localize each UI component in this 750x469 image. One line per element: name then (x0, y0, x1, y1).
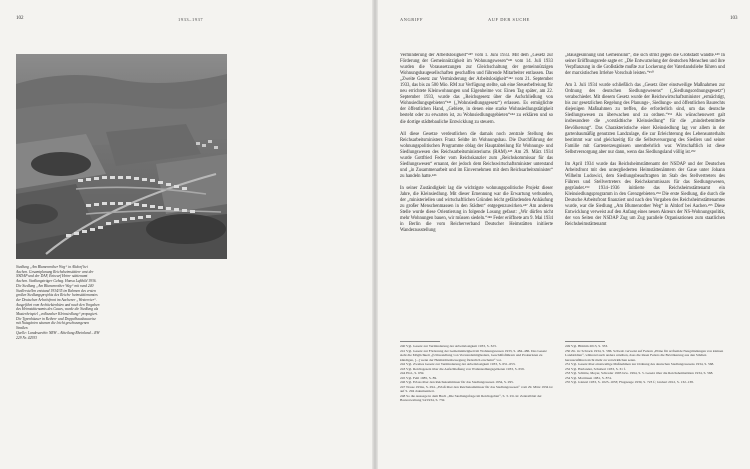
footnote: 250 Zit. in: Schrack 1934, S. 586. Schwab verweist auf Federn „Pläne für artfremde Neugründungen von kleinen Landstädten“, während auch andere urteilten, dass die Ideen Feders die Bevölkerung aus den Städten herauszuführen nicht mehr zu verwirklichen seien. (565, 348, 724, 362)
footnote: 245 Vgl. Fehl 1985, S. 89. (400, 375, 437, 380)
footnote: 249 Vgl. Blümm 2013, S. 333. (565, 344, 609, 348)
footnote: 244 Ebd., S. 659. (400, 371, 425, 375)
footnote: 248 So die Aussage in dem Buch „Die Siedlungsfrage im Reichsgebiet“, S. 3. Zit. in: Zentralblatt der Bauverwaltung 54/1934, S. 732. (400, 393, 542, 402)
aerial-photo (16, 54, 227, 259)
photo-caption (16, 265, 100, 340)
footnote: 242 Vgl. Zweites Gesetz zur Verminderung der Arbeitslosigkeit 1933, S. 651–653. (400, 362, 516, 366)
paragraph: Verminderung der Arbeitslosigkeit“²⁴⁰ vom 1. Juni 1933. Mit dem „Gesetz zur Förderung der Gemeinnützigkeit im Wohnungswesen“²⁴¹ vom 14. Juli 1933 wurden die Voraussetzungen zur Gleichschaltung der gemeinnützigen Wohnungsbaugesellschaften geschaffen und führende Mitarbeiter entlassen. Das „Zweite Gesetz zur Verminderung der Arbeitslosigkeit“²⁴² vom 21. September 1933, das bis zu 500 Mio. RM zur Verfügung stellte, sah eine Steuerbefreiung für neu errichtete Kleinwohnungen und Eigenheime vor. Einen Tag später, am 22. September 1933, wurde das „Reichsgesetz über die Aufschließung von Wohnsiedlungsgebieten“²⁴³ („Wohnsiedlungsgesetz“) erlassen. Es ermöglichte der öffentlichen Hand, „Gebiete, in denen eine starke Wohnsiedlungstätigkeit besteht oder zu erwarten ist, zu Wohnsiedlungsgebieten“²⁴⁴ zu erklären und so die dortige städtebauliche Entwicklung zu steuern. (400, 53, 553, 125)
left-running-head: 1933–1937 (178, 17, 204, 22)
right-running-head-right: AUF DER SUCHE (488, 17, 530, 22)
footnote: 253 Vgl. Schütte, Meyer, Schrader 1993 bzw. 1994, S. 5. Gesetz über die Reichsheimstätten 1934, S. 568. (565, 371, 714, 375)
footnote: 247 Nosse 1934a, S. 294. „Erlaß über den Reichskommissar für das Siedlungswesen“ vom 29. März 1934 ist auf S. 294 dokumentiert. (400, 384, 553, 393)
caption-title: Siedlung „Am Blumenrother Weg“ in Altdorf bei Aachen. Gesamtplanung Reichsheimstätten- amt der NSDAP und der DAF, Entwurf Heim- stättenamt Aachen. Siedlungsträger Gebag. Hansa Luftbild 1936. (16, 265, 97, 284)
left-page-number: 102 (16, 16, 24, 21)
footnote: 240 Vgl. Gesetz zur Verminderung der Arbeitslosigkeit 1933, S. 323. (400, 344, 497, 348)
caption-body: Die Siedlung „Am Blumenrother Weg“ mit rund 240 Siedlerstellen entstand 1934/35 im Rahmen des ersten großen Siedlungsprojekts des Reichs- heimstättenamtes der Deutschen Arbeitsfront im Aachener „Westrevier“. Ausgeführt vom Architektenbüro und nach den Vorgaben des Heimstättenamts des Gaues, wurde die Siedlung als Musterbeispiel „volksnaher Kleinsiedlung“ propagiert. Die Typenhäuser in Reihen- und Doppelhausbauweise mit Nutzgärten säumen die leicht geschwungenen Straßen. (16, 283, 100, 331)
footnote: 255 Vgl. Glatzel 1933, S. 1025–1033; Flugzeuge 1939, S. 723 f.; Gisbert 2012, S. 132–138. (565, 380, 694, 384)
right-page (375, 0, 750, 469)
text-column-1 (400, 53, 553, 338)
footnote: 254 Vgl. Martinsen 1981, S. 874. (565, 375, 612, 380)
right-running-head-left: ANGRIFF (400, 17, 423, 22)
caption-source: Quelle: Landesarchiv NRW – Abteilung Rheinland – RW 229 Nr. 42933 (16, 330, 100, 340)
footnote-rule (565, 341, 605, 342)
footnotes-column-1 (400, 344, 553, 449)
footnote: 251 Vgl. Gesetz über einstweilige Maßnahmen zur Ordnung des deutschen Siedlungswesens 1934, S. 568. (565, 362, 715, 366)
paragraph: Im April 1934 wurde das Reichsheimstättenamt der NSDAP und der Deutschen Arbeitsfront mit den untergliederten Heimstättenämtern der Gaue unter Johann Wilhelm Ludowici, dem Siedlungsbeauftragten im Stab des Stellvertreters des Führers und Stellvertreters des Reichskommissars für das Siedlungswesen, gegründet.²⁵³ 1934–1936 initiierte das Reichsheimstättenamt ein Kleinsiedlungsprogramm in den Grenzgebieten.²⁵⁴ Die erste Siedlung, die durch die Deutsche Arbeitsfront finanziert und nach den Vorgaben des Reichsheimstättenamtes wurde, war die Siedlung „Am Blumenrother Weg“ in Altdorf bei Aachen.²⁵⁵ Diese Entwicklung verweist auf den Anfang eines neuen Akteurs der NS-Wohnungspolitik, der von Seiten der NSDAP Zug um Zug parallele Organisationen zum staatlichen Reichsheimstättenamt (565, 161, 725, 228)
paragraph: All diese Gesetze verdeutlichen die damals noch zentrale Stellung des Reichsarbeitsministers Franz Seldte im Wohnungsbau. Die Durchführung der wohnungspolitischen Programme oblag der Hauptabteilung für Wohnungs- und Siedlungswesen des Reichsarbeitsministeriums (RAM).²⁴⁵ Am 29. März 1934 wurde Gottfried Feder vom Reichskanzler zum „Reichskommissar für das Siedlungswesen“ ernannt, der jedoch dem Reichswirtschaftsminister unterstand und „in Zusammenarbeit und im Einvernehmen mit dem Reichsarbeitsminister“ zu handeln hatte.²⁴⁶ (400, 131, 553, 179)
paragraph: Am 3. Juli 1934 wurde schließlich das „Gesetz über einstweilige Maßnahmen zur Ordnung des deutschen Siedlungswesens“ („Siedlungsordnungsgesetz“) verabschiedet. Mit diesem Gesetz wurde der Reichswirtschaftsminister „ermächtigt, bis zur gesetzlichen Regelung des Planungs-, Siedlungs- und öffentlichen Baurechts diejenigen Maßnahmen zu treffen, die erforderlich sind, um das deutsche Siedlungswesen zu überwachen und zu ordnen.“²⁵¹ Als wünschenswert galt insbesondere die „vorstädtische Kleinsiedlung“ für die „minderbemittelte Bevölkerung“. Das Charakteristische einer Kleinsiedlung lag vor allem in der gartenbaumäßig genutzten Landzulage, die zur Erleichterung des Lebensunterhalts bestimmt war und gleichzeitig für die Selbstversorgung des Siedlers und seiner Familie mit Gartenerzeugnissen unentbehrlich war. Wirtschaftlich ist diese Selbstversorgung aber nur dann, wenn das Siedlungsland völlig ist.²⁵² (565, 83, 725, 155)
footnote: 243 Vgl. Reichsgesetz über die Aufschließung von Wohnsiedlungsgebieten 1933, S. 659. (400, 366, 525, 371)
footnote: 246 Vgl. Erlass über den Reichskommissar für das Siedlungswesen 1934, S. 295. (400, 380, 514, 384)
footnotes-column-2 (565, 344, 725, 449)
text-column-2 (565, 53, 725, 338)
footnote: 241 Vgl. Gesetz zur Förderung der Gemeinnützigkeit im Wohnungswesen 1933, S. 484–486. Das Gesetz sieht die Möglichkeit „(Umwandlung von Vorstandsmitgliedern, Geschäftsführern und Prokuristen zu kündigen, [...] wenn der Heimstättenbewegung förderlich erscheint“ vor. (400, 348, 547, 362)
paragraph: In seiner Zuständigkeit lag die wichtigste wohnungspolitische Projekt dieser Jahre, die Kleinsiedlung. Mit dieser Ernennung war die Erwartung verbunden, der „ministeriellen und wirtschaftlichen Gründen leicht gefährdenden Anhäufung zu großer Menschenmassen in den Städten“ entgegenzuwirken.²⁴⁷ Am anderen Stelle wurde diese Orientierung in folgende Losung gefasst: „Wir dürfen nicht mehr Wohnungen bauen, wir müssen siedeln.“²⁴⁸ Feder eröffnete am 9. Mai 1934 in Berlin die vom Reicherverband Deutscher Heimstätten initiierte Wanderausstellung (400, 185, 553, 234)
paragraph: „Bausgesinnung und Gemeinsinn“, die sich strikt gegen die Großstadt wandte.²⁴⁹ In seiner Eröffnungsrede sagte er: „Die Entwurzelung der deutschen Menschen und ihre Verpflanzung in die Großstädte mußte zur Lockerung der Vaterlandsliebe führen und der marxistischen Irrlehre Vorschub leisten.“²⁵⁰ (565, 53, 725, 77)
aerial-photo-settlement-icon (16, 54, 227, 259)
footnote-rule (400, 341, 440, 342)
footnote: 252 Vgl. Harlander, Schubert 1933, S. 31 f. (565, 366, 626, 371)
right-page-number: 103 (730, 16, 738, 21)
